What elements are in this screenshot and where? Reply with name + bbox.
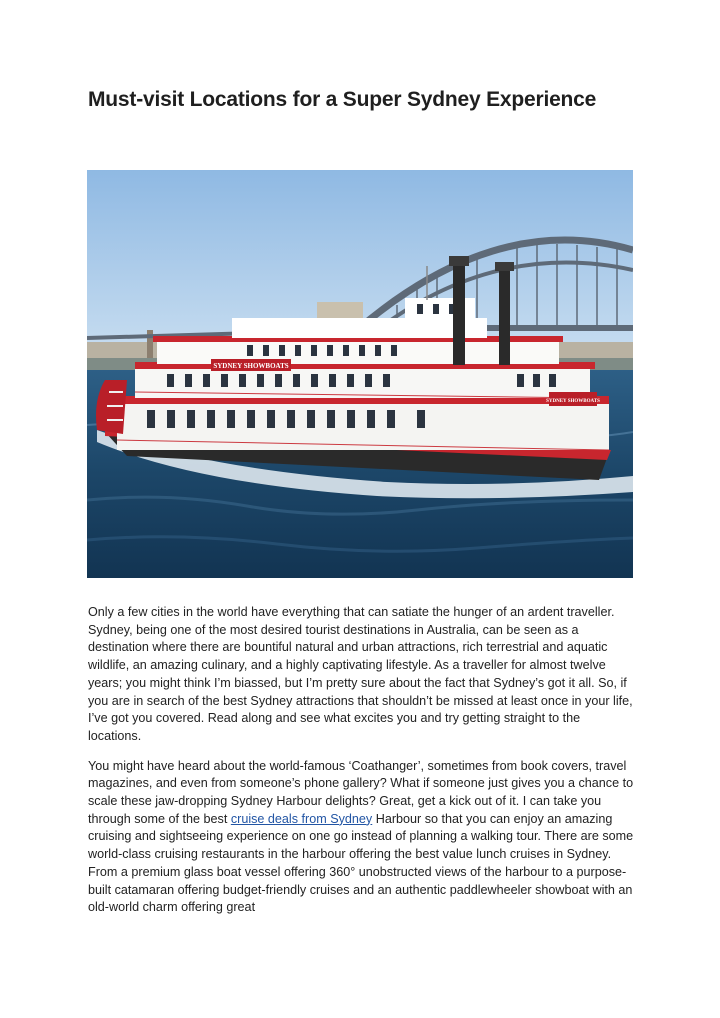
sydney-showboat-photo [87,170,633,578]
boat-sign-main: SYDNEY SHOWBOATS [213,362,289,370]
cruise-deals-link[interactable]: cruise deals from Sydney [230,811,373,826]
paragraph-intro: Only a few cities in the world have everything that can satiate the hunger of an ardent traveller. Sydney, being one of the most desired tourist destinations in Australia, can be seen as a destination where there are bountiful natural and urban attractions, rich terrestrial and aquatic wildlife, an amazing culinary, and a highly captivating lifestyle. As a traveller for almost twelve years; you might think I’m biassed, but I’m pretty sure about the fact that Sydney’s got it all. So, if you are in search of the best Sydney attractions that shouldn’t be missed at least once in your life, I’ve got you covered. Read along and see what excites you and try getting straight to the locations. [88,605,633,743]
boat-sign-side: SYDNEY SHOWBOATS [546,399,600,404]
paragraph-cruise-text-continued: Harbour so that you can enjoy an amazing cruising and sightseeing experience on one go instead of planning a walking tour. There are some world-class cruising restaurants in the harbour offering the best value lunch cruises in Sydney. From a premium glass boat vessel offering 360° unobstructed views of the harbour to a purpose-built catamaran offering budget-friendly cruises and an authentic paddlewheeler showboat with an old-world charm offering great [88,811,634,915]
paragraph-cruise [88,758,636,917]
wheelhouse [232,318,487,338]
article-body [88,604,636,929]
page-title: Must-visit Locations for a Super Sydney Experience [88,88,597,111]
paragraph-cruise-text: You might have heard about the world-famous ‘Coathanger’, sometimes from book covers, travel magazines, and even from someone’s phone gallery? What if someone just gives you a chance to scale these jaw-dropping Sydney Harbour delights? Great, get a kick out of it. I can take you through some of the best [88,758,634,826]
